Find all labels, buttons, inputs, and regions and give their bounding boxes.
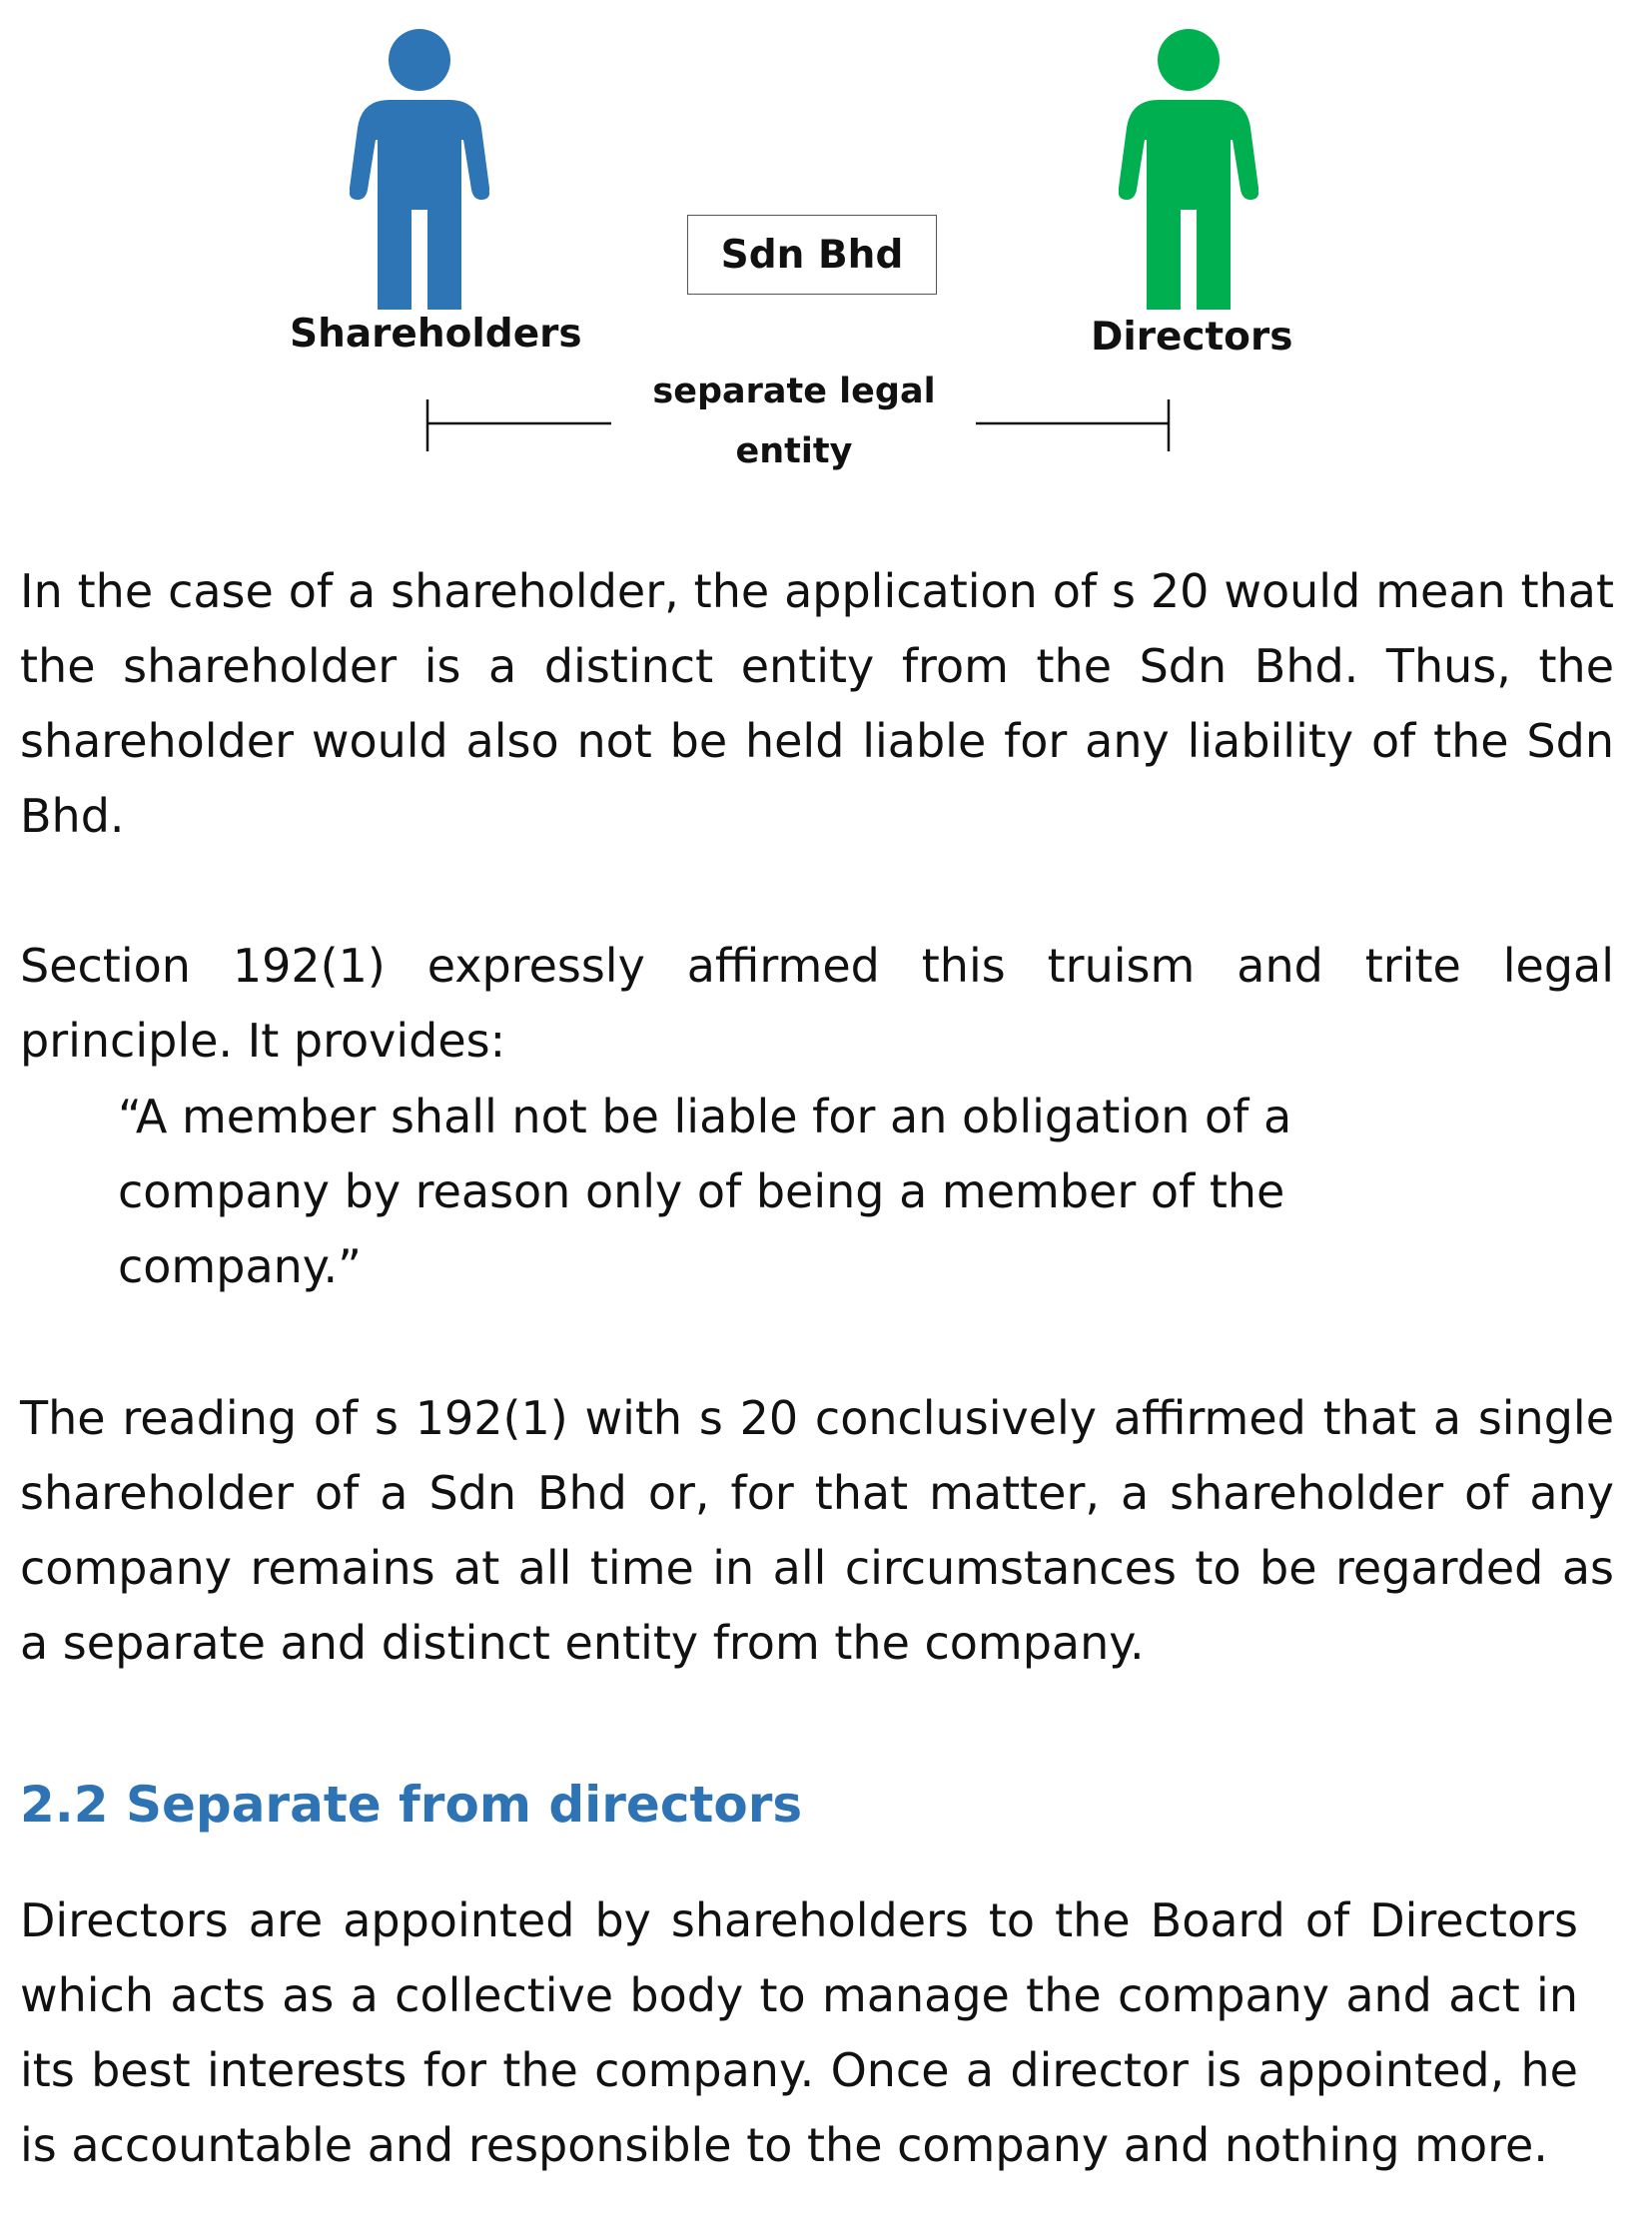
section-heading-separate-from-directors: 2.2 Separate from directors xyxy=(20,1776,803,1834)
paragraph-directors-appointed: Directors are appointed by shareholders to the Board of Directors which acts as a collective body to manage the company and act in its best interests for the company. Once a director is appointed, he is accountable and responsible to the company and nothing more. xyxy=(20,1893,1578,2172)
separate-legal-entity-label: separate legal entity xyxy=(652,372,936,471)
left-connector-line xyxy=(419,397,614,453)
right-connector-line xyxy=(974,397,1174,453)
company-box: Sdn Bhd xyxy=(687,215,937,295)
shareholders-label: Shareholders xyxy=(290,312,582,357)
paragraph-section-192: Section 192(1) expressly affirmed this truism and trite legal principle. It provides: xyxy=(20,939,1614,1068)
director-person-icon xyxy=(1119,28,1258,310)
quote-section-192-1: “A member shall not be liable for an obligation of a company by reason only of being a member of the company.” xyxy=(118,1090,1292,1293)
paragraph-reading-s192: The reading of s 192(1) with s 20 conclusively affirmed that a single shareholder of a Sdn Bhd or, for that matter, a shareholder of any company remains at all time in all circumstances to be regarded as a separate and distinct entity from the company. xyxy=(20,1391,1614,1670)
paragraph-shareholder-distinct: In the case of a shareholder, the application of s 20 would mean that the shareholder is a distinct entity from the Sdn Bhd. Thus, the shareholder would also not be held liable for any liability of the Sdn Bhd. xyxy=(20,564,1614,843)
directors-label: Directors xyxy=(1091,315,1293,360)
shareholder-person-icon xyxy=(350,28,489,310)
